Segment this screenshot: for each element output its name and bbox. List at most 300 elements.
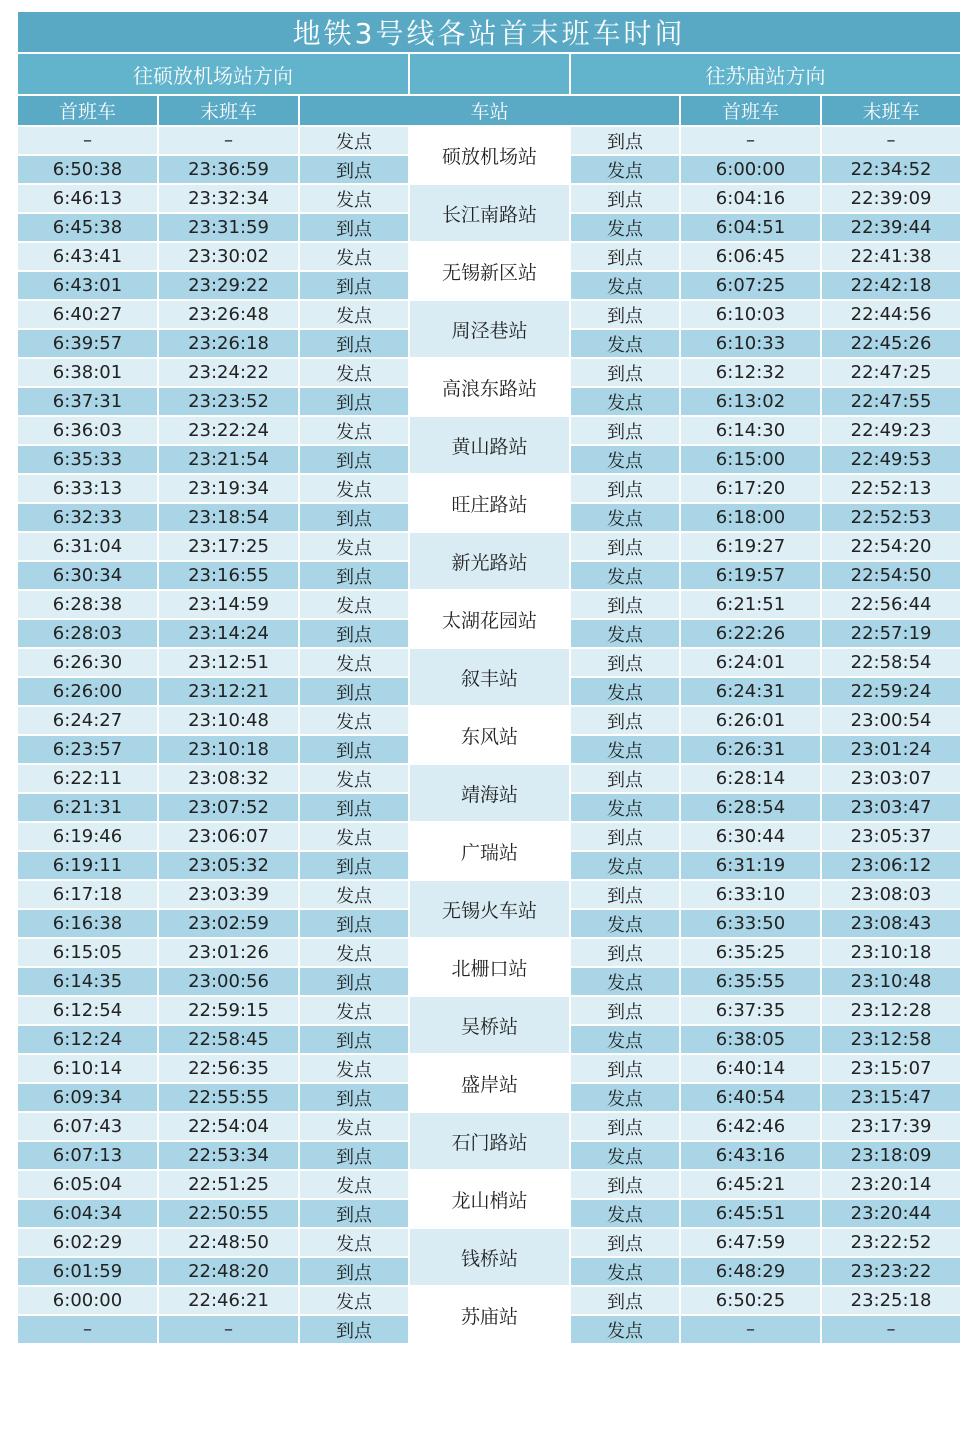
first-train-to-sumiao: 6:12:32 — [680, 358, 821, 387]
time-type-to-sumiao: 到点 — [570, 300, 680, 329]
last-train-to-shuofang: 22:53:34 — [158, 1141, 299, 1170]
time-type-to-sumiao: 发点 — [570, 909, 680, 938]
time-type-to-sumiao: 到点 — [570, 184, 680, 213]
last-train-to-shuofang: 23:32:34 — [158, 184, 299, 213]
timetable-row — [17, 822, 961, 851]
time-type-to-sumiao: 发点 — [570, 329, 680, 358]
last-train-to-shuofang: 23:29:22 — [158, 271, 299, 300]
first-train-to-shuofang: 6:39:57 — [17, 329, 158, 358]
last-train-to-shuofang: – — [158, 1315, 299, 1344]
first-train-to-sumiao: 6:15:00 — [680, 445, 821, 474]
last-train-to-sumiao: 22:45:26 — [821, 329, 961, 358]
first-train-to-sumiao: 6:40:54 — [680, 1083, 821, 1112]
timetable-row — [17, 358, 961, 387]
last-train-to-shuofang: 23:18:54 — [158, 503, 299, 532]
last-train-to-sumiao: 23:25:18 — [821, 1286, 961, 1315]
time-type-to-sumiao: 到点 — [570, 706, 680, 735]
time-type-to-sumiao: 发点 — [570, 1257, 680, 1286]
time-type-to-shuofang: 到点 — [299, 213, 409, 242]
time-type-to-shuofang: 到点 — [299, 1083, 409, 1112]
station-name: 盛岸站 — [409, 1054, 570, 1112]
time-type-to-sumiao: 到点 — [570, 1228, 680, 1257]
first-train-to-shuofang: 6:30:34 — [17, 561, 158, 590]
first-train-to-shuofang: 6:26:30 — [17, 648, 158, 677]
time-type-to-shuofang: 发点 — [299, 358, 409, 387]
first-train-to-shuofang: 6:23:57 — [17, 735, 158, 764]
first-train-to-sumiao: 6:48:29 — [680, 1257, 821, 1286]
page-title: 地铁3号线各站首末班车时间 — [17, 11, 961, 53]
header-first-right: 首班车 — [680, 95, 821, 126]
time-type-to-sumiao: 发点 — [570, 445, 680, 474]
last-train-to-sumiao: 22:41:38 — [821, 242, 961, 271]
last-train-to-sumiao: 23:20:14 — [821, 1170, 961, 1199]
timetable-row — [17, 126, 961, 155]
first-train-to-sumiao: 6:21:51 — [680, 590, 821, 619]
header-station: 车站 — [299, 95, 680, 126]
time-type-to-sumiao: 发点 — [570, 1025, 680, 1054]
timetable-row — [17, 706, 961, 735]
station-name: 钱桥站 — [409, 1228, 570, 1286]
first-train-to-sumiao: 6:35:55 — [680, 967, 821, 996]
last-train-to-shuofang: 22:55:55 — [158, 1083, 299, 1112]
time-type-to-sumiao: 发点 — [570, 387, 680, 416]
time-type-to-shuofang: 到点 — [299, 445, 409, 474]
last-train-to-shuofang: 22:48:50 — [158, 1228, 299, 1257]
last-train-to-shuofang: 23:26:48 — [158, 300, 299, 329]
direction-left-label: 往硕放机场站方向 — [17, 53, 409, 95]
last-train-to-sumiao: 23:06:12 — [821, 851, 961, 880]
first-train-to-shuofang: 6:33:13 — [17, 474, 158, 503]
timetable-row — [17, 242, 961, 271]
time-type-to-shuofang: 到点 — [299, 677, 409, 706]
last-train-to-shuofang: 22:48:20 — [158, 1257, 299, 1286]
title-row — [17, 11, 961, 53]
last-train-to-sumiao: 23:15:07 — [821, 1054, 961, 1083]
first-train-to-sumiao: 6:37:35 — [680, 996, 821, 1025]
time-type-to-sumiao: 发点 — [570, 793, 680, 822]
last-train-to-sumiao: 22:59:24 — [821, 677, 961, 706]
time-type-to-sumiao: 到点 — [570, 474, 680, 503]
last-train-to-shuofang: 22:59:15 — [158, 996, 299, 1025]
timetable-row — [17, 648, 961, 677]
time-type-to-sumiao: 到点 — [570, 938, 680, 967]
time-type-to-sumiao: 发点 — [570, 271, 680, 300]
station-name: 北栅口站 — [409, 938, 570, 996]
first-train-to-shuofang: – — [17, 126, 158, 155]
time-type-to-sumiao: 发点 — [570, 503, 680, 532]
last-train-to-shuofang: 22:50:55 — [158, 1199, 299, 1228]
last-train-to-sumiao: 23:15:47 — [821, 1083, 961, 1112]
first-train-to-shuofang: 6:24:27 — [17, 706, 158, 735]
first-train-to-sumiao: 6:24:01 — [680, 648, 821, 677]
last-train-to-shuofang: – — [158, 126, 299, 155]
first-train-to-shuofang: – — [17, 1315, 158, 1344]
last-train-to-shuofang: 23:31:59 — [158, 213, 299, 242]
time-type-to-shuofang: 到点 — [299, 793, 409, 822]
header-last-right: 末班车 — [821, 95, 961, 126]
last-train-to-sumiao: 23:01:24 — [821, 735, 961, 764]
timetable-body — [17, 11, 961, 1344]
time-type-to-shuofang: 发点 — [299, 590, 409, 619]
first-train-to-shuofang: 6:10:14 — [17, 1054, 158, 1083]
first-train-to-sumiao: 6:19:27 — [680, 532, 821, 561]
time-type-to-sumiao: 到点 — [570, 880, 680, 909]
last-train-to-shuofang: 23:23:52 — [158, 387, 299, 416]
time-type-to-sumiao: 发点 — [570, 1141, 680, 1170]
time-type-to-shuofang: 发点 — [299, 532, 409, 561]
time-type-to-shuofang: 发点 — [299, 822, 409, 851]
time-type-to-shuofang: 到点 — [299, 967, 409, 996]
station-name: 旺庄路站 — [409, 474, 570, 532]
time-type-to-shuofang: 到点 — [299, 1257, 409, 1286]
first-train-to-sumiao: 6:31:19 — [680, 851, 821, 880]
last-train-to-shuofang: 22:51:25 — [158, 1170, 299, 1199]
time-type-to-shuofang: 到点 — [299, 387, 409, 416]
time-type-to-shuofang: 到点 — [299, 1315, 409, 1344]
timetable-container — [16, 10, 960, 1345]
last-train-to-shuofang: 23:14:59 — [158, 590, 299, 619]
first-train-to-shuofang: 6:38:01 — [17, 358, 158, 387]
last-train-to-sumiao: 23:23:22 — [821, 1257, 961, 1286]
time-type-to-sumiao: 发点 — [570, 561, 680, 590]
time-type-to-shuofang: 到点 — [299, 1199, 409, 1228]
last-train-to-shuofang: 22:56:35 — [158, 1054, 299, 1083]
time-type-to-shuofang: 发点 — [299, 474, 409, 503]
last-train-to-shuofang: 23:12:21 — [158, 677, 299, 706]
station-name: 无锡新区站 — [409, 242, 570, 300]
time-type-to-sumiao: 发点 — [570, 851, 680, 880]
last-train-to-shuofang: 23:36:59 — [158, 155, 299, 184]
timetable-row — [17, 880, 961, 909]
time-type-to-sumiao: 到点 — [570, 1112, 680, 1141]
first-train-to-shuofang: 6:16:38 — [17, 909, 158, 938]
station-name: 硕放机场站 — [409, 126, 570, 184]
time-type-to-sumiao: 发点 — [570, 967, 680, 996]
first-train-to-sumiao: 6:26:01 — [680, 706, 821, 735]
column-header-row — [17, 95, 961, 126]
time-type-to-sumiao: 发点 — [570, 155, 680, 184]
time-type-to-shuofang: 发点 — [299, 706, 409, 735]
station-name: 新光路站 — [409, 532, 570, 590]
last-train-to-sumiao: 23:08:03 — [821, 880, 961, 909]
station-name: 石门路站 — [409, 1112, 570, 1170]
timetable-row — [17, 1286, 961, 1315]
time-type-to-shuofang: 发点 — [299, 126, 409, 155]
last-train-to-shuofang: 23:07:52 — [158, 793, 299, 822]
last-train-to-sumiao: 22:34:52 — [821, 155, 961, 184]
last-train-to-sumiao: 23:05:37 — [821, 822, 961, 851]
first-train-to-shuofang: 6:43:01 — [17, 271, 158, 300]
time-type-to-shuofang: 发点 — [299, 1228, 409, 1257]
first-train-to-sumiao: – — [680, 1315, 821, 1344]
station-name: 广瑞站 — [409, 822, 570, 880]
time-type-to-sumiao: 到点 — [570, 242, 680, 271]
last-train-to-shuofang: 23:02:59 — [158, 909, 299, 938]
last-train-to-shuofang: 23:26:18 — [158, 329, 299, 358]
station-name: 太湖花园站 — [409, 590, 570, 648]
first-train-to-sumiao: 6:07:25 — [680, 271, 821, 300]
direction-right-label: 往苏庙站方向 — [570, 53, 961, 95]
first-train-to-shuofang: 6:04:34 — [17, 1199, 158, 1228]
last-train-to-sumiao: 22:42:18 — [821, 271, 961, 300]
time-type-to-shuofang: 发点 — [299, 880, 409, 909]
first-train-to-shuofang: 6:12:24 — [17, 1025, 158, 1054]
last-train-to-shuofang: 23:14:24 — [158, 619, 299, 648]
time-type-to-shuofang: 到点 — [299, 619, 409, 648]
time-type-to-sumiao: 到点 — [570, 822, 680, 851]
timetable-row — [17, 300, 961, 329]
first-train-to-sumiao: 6:17:20 — [680, 474, 821, 503]
last-train-to-sumiao: 22:52:13 — [821, 474, 961, 503]
timetable — [16, 10, 962, 1345]
direction-row — [17, 53, 961, 95]
time-type-to-sumiao: 发点 — [570, 735, 680, 764]
header-last-left: 末班车 — [158, 95, 299, 126]
last-train-to-sumiao: – — [821, 126, 961, 155]
time-type-to-sumiao: 到点 — [570, 590, 680, 619]
station-name: 吴桥站 — [409, 996, 570, 1054]
last-train-to-sumiao: 23:18:09 — [821, 1141, 961, 1170]
last-train-to-sumiao: 22:49:23 — [821, 416, 961, 445]
time-type-to-shuofang: 到点 — [299, 155, 409, 184]
time-type-to-shuofang: 发点 — [299, 1286, 409, 1315]
last-train-to-sumiao: 22:54:50 — [821, 561, 961, 590]
first-train-to-sumiao: 6:04:16 — [680, 184, 821, 213]
time-type-to-sumiao: 到点 — [570, 532, 680, 561]
last-train-to-sumiao: 23:20:44 — [821, 1199, 961, 1228]
first-train-to-shuofang: 6:19:46 — [17, 822, 158, 851]
time-type-to-shuofang: 到点 — [299, 561, 409, 590]
first-train-to-shuofang: 6:09:34 — [17, 1083, 158, 1112]
timetable-row — [17, 590, 961, 619]
last-train-to-sumiao: 22:44:56 — [821, 300, 961, 329]
first-train-to-sumiao: 6:33:10 — [680, 880, 821, 909]
time-type-to-sumiao: 到点 — [570, 648, 680, 677]
last-train-to-sumiao: 22:52:53 — [821, 503, 961, 532]
first-train-to-sumiao: 6:22:26 — [680, 619, 821, 648]
first-train-to-sumiao: 6:06:45 — [680, 242, 821, 271]
timetable-row — [17, 764, 961, 793]
time-type-to-sumiao: 到点 — [570, 416, 680, 445]
last-train-to-sumiao: 23:00:54 — [821, 706, 961, 735]
first-train-to-shuofang: 6:28:38 — [17, 590, 158, 619]
station-name: 龙山梢站 — [409, 1170, 570, 1228]
time-type-to-sumiao: 到点 — [570, 1054, 680, 1083]
time-type-to-sumiao: 到点 — [570, 996, 680, 1025]
first-train-to-sumiao: 6:50:25 — [680, 1286, 821, 1315]
last-train-to-shuofang: 23:10:18 — [158, 735, 299, 764]
first-train-to-shuofang: 6:12:54 — [17, 996, 158, 1025]
last-train-to-sumiao: 22:39:44 — [821, 213, 961, 242]
time-type-to-sumiao: 发点 — [570, 619, 680, 648]
last-train-to-sumiao: 23:10:48 — [821, 967, 961, 996]
last-train-to-shuofang: 23:03:39 — [158, 880, 299, 909]
first-train-to-sumiao: 6:13:02 — [680, 387, 821, 416]
direction-spacer — [409, 53, 570, 95]
time-type-to-sumiao: 到点 — [570, 764, 680, 793]
station-name: 黄山路站 — [409, 416, 570, 474]
first-train-to-sumiao: 6:10:03 — [680, 300, 821, 329]
last-train-to-sumiao: 23:12:28 — [821, 996, 961, 1025]
last-train-to-shuofang: 22:58:45 — [158, 1025, 299, 1054]
last-train-to-sumiao: 22:47:55 — [821, 387, 961, 416]
first-train-to-sumiao: 6:19:57 — [680, 561, 821, 590]
last-train-to-shuofang: 23:00:56 — [158, 967, 299, 996]
last-train-to-sumiao: 22:39:09 — [821, 184, 961, 213]
last-train-to-sumiao: 22:54:20 — [821, 532, 961, 561]
first-train-to-sumiao: 6:24:31 — [680, 677, 821, 706]
first-train-to-shuofang: 6:15:05 — [17, 938, 158, 967]
last-train-to-shuofang: 23:16:55 — [158, 561, 299, 590]
time-type-to-shuofang: 发点 — [299, 648, 409, 677]
first-train-to-shuofang: 6:31:04 — [17, 532, 158, 561]
time-type-to-sumiao: 发点 — [570, 213, 680, 242]
first-train-to-shuofang: 6:50:38 — [17, 155, 158, 184]
station-name: 叙丰站 — [409, 648, 570, 706]
last-train-to-shuofang: 23:30:02 — [158, 242, 299, 271]
time-type-to-shuofang: 发点 — [299, 938, 409, 967]
first-train-to-sumiao: 6:47:59 — [680, 1228, 821, 1257]
station-name: 苏庙站 — [409, 1286, 570, 1344]
last-train-to-sumiao: 22:47:25 — [821, 358, 961, 387]
first-train-to-sumiao: 6:04:51 — [680, 213, 821, 242]
timetable-row — [17, 184, 961, 213]
last-train-to-sumiao: 23:03:47 — [821, 793, 961, 822]
time-type-to-sumiao: 发点 — [570, 1199, 680, 1228]
last-train-to-shuofang: 23:19:34 — [158, 474, 299, 503]
last-train-to-sumiao: 22:49:53 — [821, 445, 961, 474]
last-train-to-sumiao: 22:56:44 — [821, 590, 961, 619]
first-train-to-sumiao: 6:38:05 — [680, 1025, 821, 1054]
time-type-to-sumiao: 发点 — [570, 1083, 680, 1112]
last-train-to-sumiao: 23:03:07 — [821, 764, 961, 793]
first-train-to-shuofang: 6:43:41 — [17, 242, 158, 271]
time-type-to-sumiao: 到点 — [570, 1286, 680, 1315]
first-train-to-sumiao: 6:30:44 — [680, 822, 821, 851]
first-train-to-shuofang: 6:45:38 — [17, 213, 158, 242]
last-train-to-shuofang: 23:12:51 — [158, 648, 299, 677]
time-type-to-shuofang: 到点 — [299, 1141, 409, 1170]
time-type-to-sumiao: 到点 — [570, 1170, 680, 1199]
timetable-row — [17, 938, 961, 967]
station-name: 长江南路站 — [409, 184, 570, 242]
last-train-to-sumiao: 22:57:19 — [821, 619, 961, 648]
timetable-row — [17, 1170, 961, 1199]
last-train-to-shuofang: 23:22:24 — [158, 416, 299, 445]
time-type-to-sumiao: 到点 — [570, 358, 680, 387]
time-type-to-shuofang: 到点 — [299, 503, 409, 532]
time-type-to-shuofang: 发点 — [299, 764, 409, 793]
last-train-to-shuofang: 23:21:54 — [158, 445, 299, 474]
first-train-to-sumiao: 6:00:00 — [680, 155, 821, 184]
first-train-to-sumiao: 6:18:00 — [680, 503, 821, 532]
first-train-to-sumiao: 6:35:25 — [680, 938, 821, 967]
first-train-to-shuofang: 6:17:18 — [17, 880, 158, 909]
timetable-row — [17, 474, 961, 503]
first-train-to-shuofang: 6:02:29 — [17, 1228, 158, 1257]
first-train-to-shuofang: 6:05:04 — [17, 1170, 158, 1199]
last-train-to-sumiao: 23:22:52 — [821, 1228, 961, 1257]
first-train-to-sumiao: 6:40:14 — [680, 1054, 821, 1083]
first-train-to-sumiao: 6:42:46 — [680, 1112, 821, 1141]
time-type-to-shuofang: 发点 — [299, 242, 409, 271]
first-train-to-sumiao: 6:43:16 — [680, 1141, 821, 1170]
time-type-to-shuofang: 发点 — [299, 1170, 409, 1199]
last-train-to-sumiao: 23:10:18 — [821, 938, 961, 967]
first-train-to-shuofang: 6:36:03 — [17, 416, 158, 445]
last-train-to-sumiao: 23:08:43 — [821, 909, 961, 938]
timetable-row — [17, 532, 961, 561]
time-type-to-shuofang: 到点 — [299, 851, 409, 880]
last-train-to-shuofang: 23:17:25 — [158, 532, 299, 561]
first-train-to-sumiao: 6:33:50 — [680, 909, 821, 938]
station-name: 东风站 — [409, 706, 570, 764]
time-type-to-shuofang: 到点 — [299, 735, 409, 764]
time-type-to-shuofang: 发点 — [299, 416, 409, 445]
first-train-to-shuofang: 6:40:27 — [17, 300, 158, 329]
time-type-to-shuofang: 发点 — [299, 1112, 409, 1141]
first-train-to-shuofang: 6:46:13 — [17, 184, 158, 213]
last-train-to-sumiao: – — [821, 1315, 961, 1344]
time-type-to-sumiao: 发点 — [570, 677, 680, 706]
station-name: 无锡火车站 — [409, 880, 570, 938]
station-name: 高浪东路站 — [409, 358, 570, 416]
first-train-to-shuofang: 6:14:35 — [17, 967, 158, 996]
time-type-to-shuofang: 到点 — [299, 271, 409, 300]
timetable-row — [17, 996, 961, 1025]
first-train-to-sumiao: 6:28:14 — [680, 764, 821, 793]
last-train-to-sumiao: 23:12:58 — [821, 1025, 961, 1054]
last-train-to-shuofang: 23:24:22 — [158, 358, 299, 387]
header-first-left: 首班车 — [17, 95, 158, 126]
time-type-to-sumiao: 到点 — [570, 126, 680, 155]
first-train-to-sumiao: 6:26:31 — [680, 735, 821, 764]
first-train-to-shuofang: 6:32:33 — [17, 503, 158, 532]
first-train-to-shuofang: 6:21:31 — [17, 793, 158, 822]
time-type-to-shuofang: 发点 — [299, 1054, 409, 1083]
first-train-to-sumiao: 6:14:30 — [680, 416, 821, 445]
first-train-to-shuofang: 6:37:31 — [17, 387, 158, 416]
first-train-to-shuofang: 6:01:59 — [17, 1257, 158, 1286]
last-train-to-shuofang: 22:46:21 — [158, 1286, 299, 1315]
time-type-to-shuofang: 到点 — [299, 329, 409, 358]
first-train-to-sumiao: 6:45:21 — [680, 1170, 821, 1199]
first-train-to-sumiao: – — [680, 126, 821, 155]
last-train-to-sumiao: 22:58:54 — [821, 648, 961, 677]
first-train-to-shuofang: 6:26:00 — [17, 677, 158, 706]
first-train-to-shuofang: 6:19:11 — [17, 851, 158, 880]
time-type-to-shuofang: 到点 — [299, 909, 409, 938]
time-type-to-sumiao: 发点 — [570, 1315, 680, 1344]
first-train-to-shuofang: 6:07:13 — [17, 1141, 158, 1170]
first-train-to-shuofang: 6:28:03 — [17, 619, 158, 648]
time-type-to-shuofang: 发点 — [299, 996, 409, 1025]
first-train-to-sumiao: 6:28:54 — [680, 793, 821, 822]
last-train-to-shuofang: 23:01:26 — [158, 938, 299, 967]
first-train-to-sumiao: 6:10:33 — [680, 329, 821, 358]
last-train-to-sumiao: 23:17:39 — [821, 1112, 961, 1141]
timetable-row — [17, 1112, 961, 1141]
first-train-to-shuofang: 6:35:33 — [17, 445, 158, 474]
time-type-to-shuofang: 到点 — [299, 1025, 409, 1054]
last-train-to-shuofang: 23:05:32 — [158, 851, 299, 880]
station-name: 靖海站 — [409, 764, 570, 822]
first-train-to-sumiao: 6:45:51 — [680, 1199, 821, 1228]
last-train-to-shuofang: 22:54:04 — [158, 1112, 299, 1141]
last-train-to-shuofang: 23:06:07 — [158, 822, 299, 851]
first-train-to-shuofang: 6:22:11 — [17, 764, 158, 793]
first-train-to-shuofang: 6:00:00 — [17, 1286, 158, 1315]
